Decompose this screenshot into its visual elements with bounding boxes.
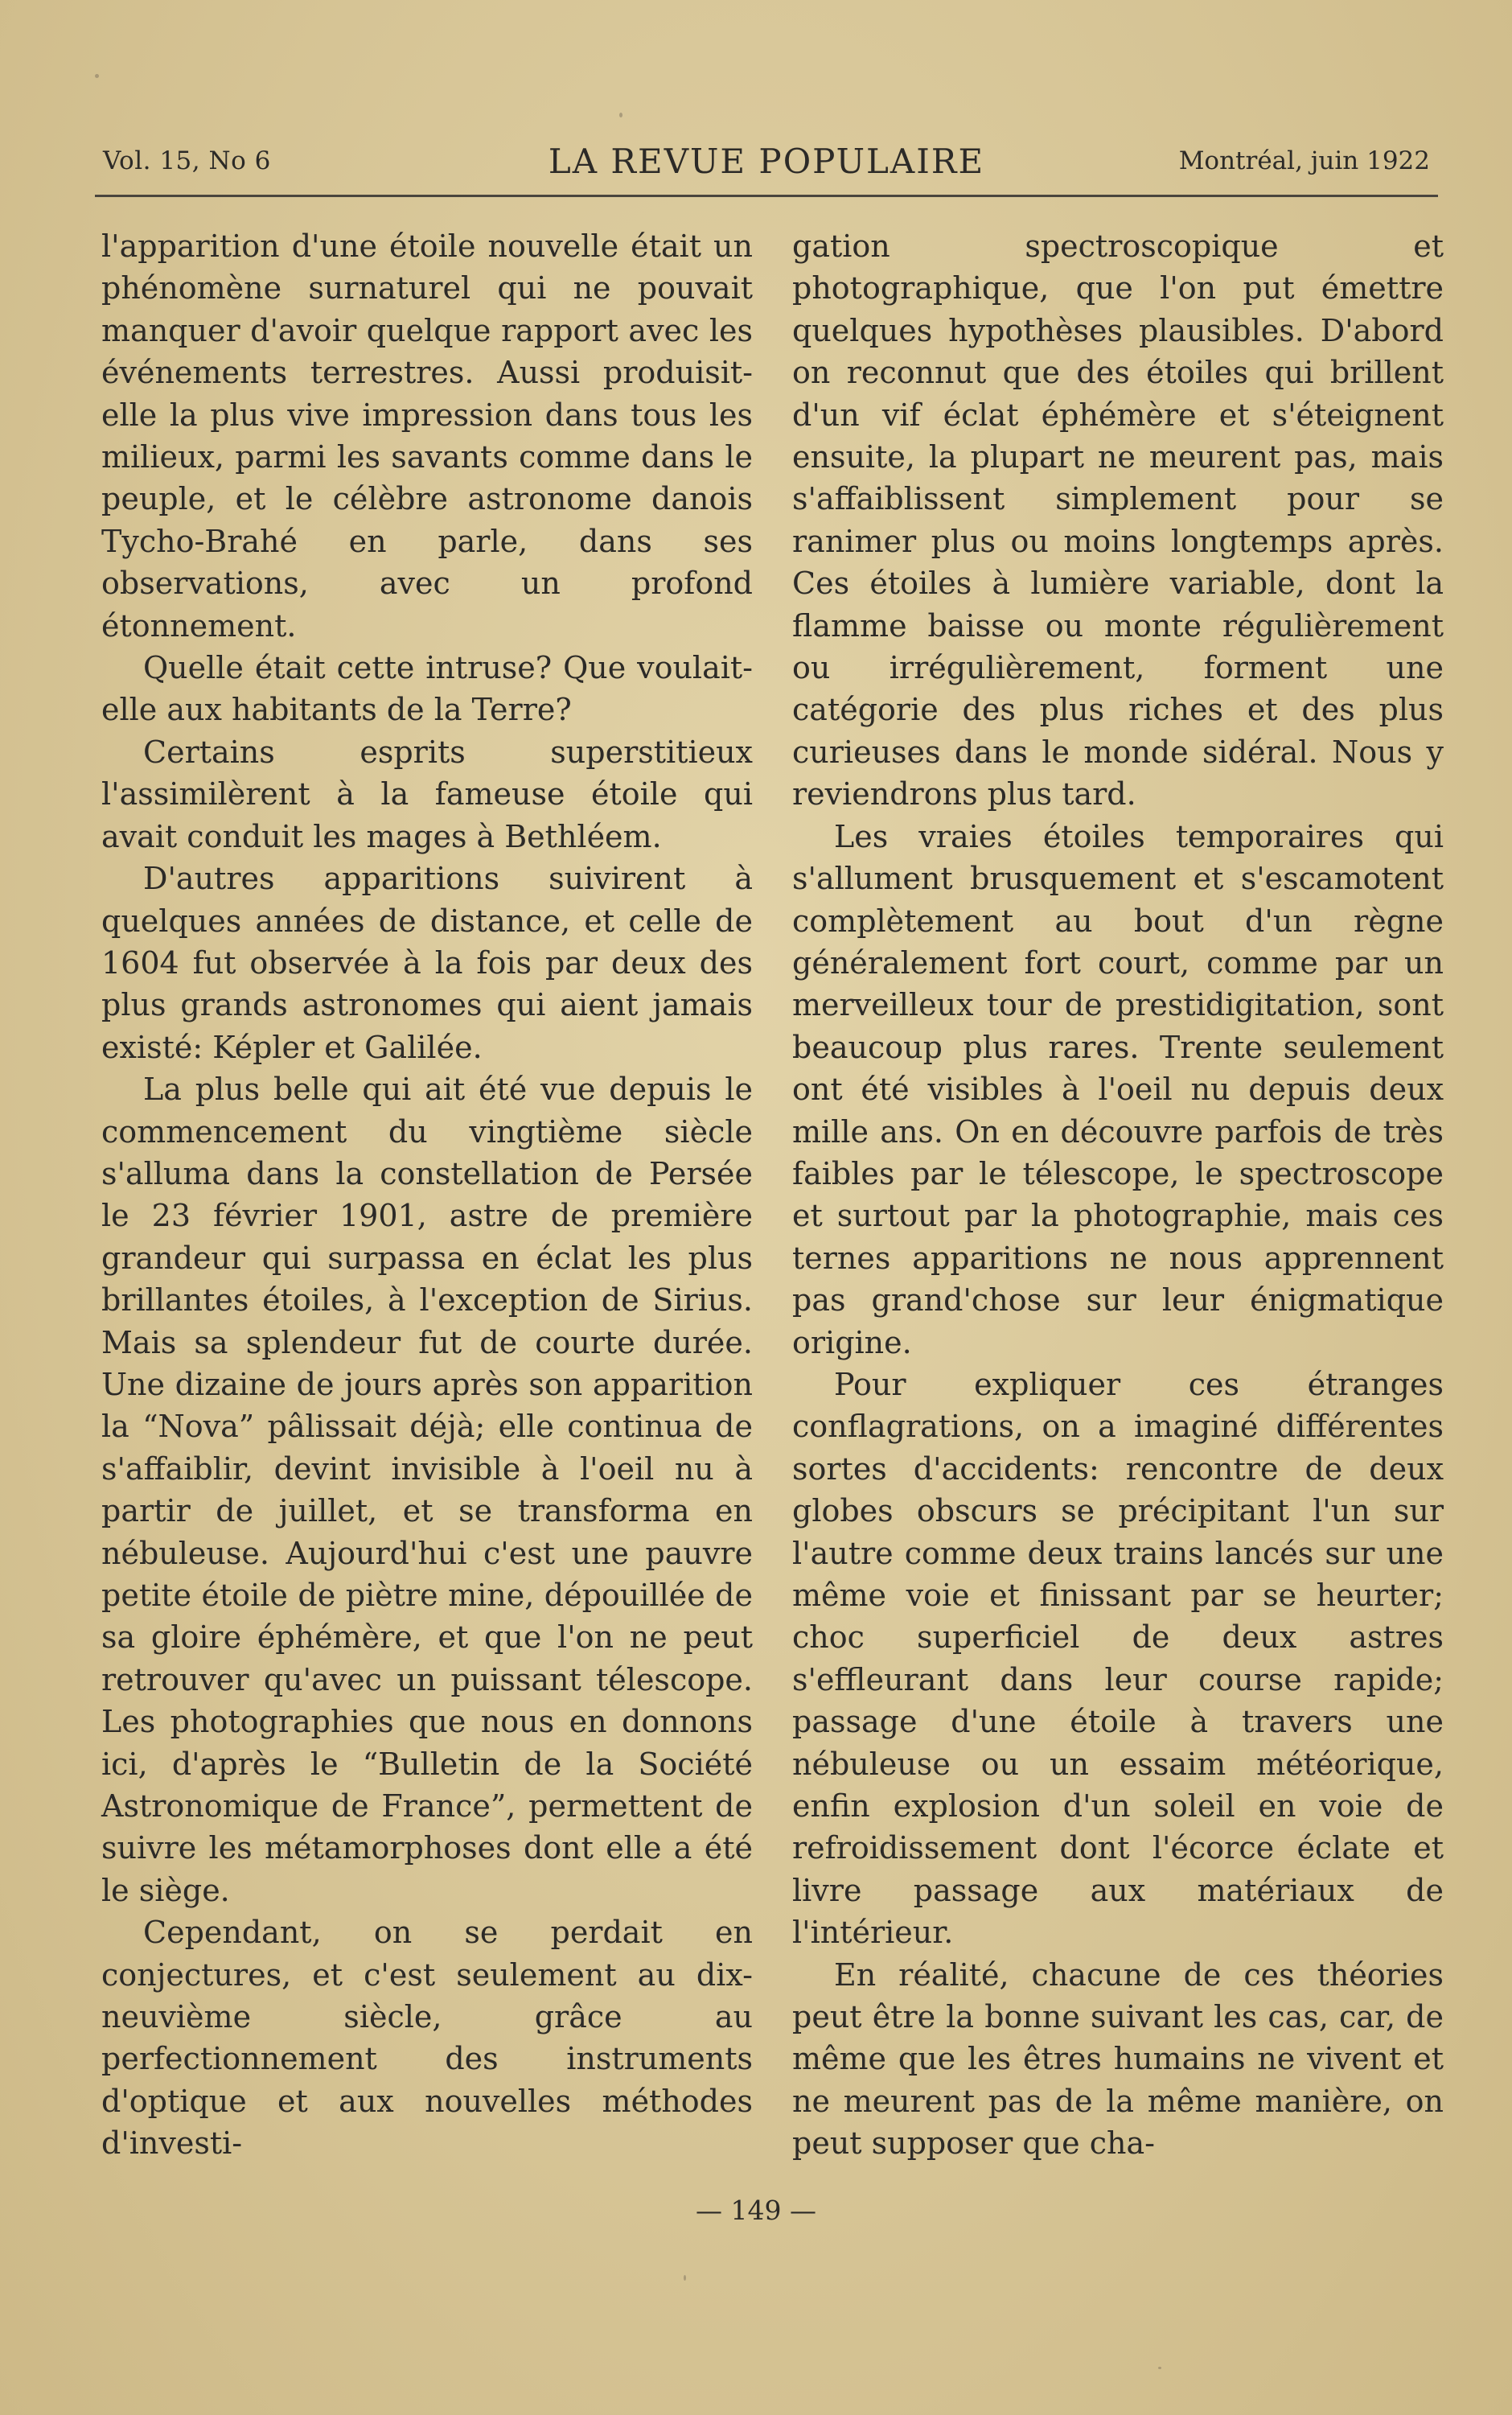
header-rule — [95, 195, 1438, 197]
paragraph: Les vraies étoiles temporaires qui s'allument brusquement et s'escamotent complètement au bout d'un règne généralement fort court, comme par un merveilleux tour de prestidigitation, sont beaucoup plus rares. Trente seulement ont été visibles à l'oeil nu depuis deux mille ans. On en découvre parfois de très faibles par le télescope, le spectroscope et surtout par la photographie, mais ces ternes apparitions ne nous apprennent pas grand'chose sur leur énigmatique origine. — [792, 818, 1444, 1360]
right-column — [792, 225, 1444, 2165]
volume-number: Vol. 15, No 6 — [103, 146, 271, 175]
left-column — [101, 225, 753, 2165]
running-header — [95, 135, 1438, 200]
paragraph: Cependant, on se perdait en conjectures, et c'est seulement au dix-neuvième siècle, grâce au perfectionnement des instruments d'optique et aux nouvelles méthodes d'investi- — [101, 1915, 753, 2162]
paragraph: Pour expliquer ces étranges conflagrations, on a imaginé différentes sortes d'accidents: rencontre de deux globes obscurs se précipitant l'un sur l'autre comme deux trains lancés sur une même voie et finissant par se heurter; choc superficiel de deux astres s'effleurant dans leur course rapide; passage d'une étoile à travers une nébuleuse ou un essaim météorique, enfin explosion d'un soleil en voie de refroidissement dont l'écorce éclate et livre passage aux matériaux de l'intérieur. — [792, 1366, 1444, 1951]
journal-title: LA REVUE POPULAIRE — [548, 142, 985, 181]
paper-speck — [95, 74, 99, 78]
paragraph: Certains esprits superstitieux l'assimilèrent à la fameuse étoile qui avait conduit les mages à Bethléem. — [101, 734, 753, 854]
place-date: Montréal, juin 1922 — [1178, 146, 1430, 175]
paragraph: Quelle était cette intruse? Que voulait-elle aux habitants de la Terre? — [101, 650, 753, 728]
paragraph: En réalité, chacune de ces théories peut être la bonne suivant les cas, car, de même que les êtres humains ne vivent et ne meurent pas de la même manière, on peut supposer que cha- — [792, 1956, 1444, 2162]
paragraph: D'autres apparitions suivirent à quelques années de distance, et celle de 1604 fut observée à la fois par deux des plus grands astronomes qui aient jamais existé: Képler et Galilée. — [101, 861, 753, 1065]
paper-speck — [1158, 2367, 1161, 2369]
paper-speck — [684, 2275, 686, 2281]
paragraph: gation spectroscopique et photographique, que l'on put émettre quelques hypothèses plausibles. D'abord on reconnut que des étoiles qui brillent d'un vif éclat éphémère et s'éteignent ensuite, la plupart ne meurent pas, mais s'affaiblissent simplement pour se ranimer plus ou moins longtemps après. Ces étoiles à lumière variable, dont la flamme baisse ou monte régulièrement ou irrégulièrement, forment une catégorie des plus riches et des plus curieuses dans le monde sidéral. Nous y reviendrons plus tard. — [792, 228, 1444, 813]
paragraph: La plus belle qui ait été vue depuis le commencement du vingtième siècle s'alluma dans la constellation de Persée le 23 février 1901, astre de première grandeur qui surpassa en éclat les plus brillantes étoiles, à l'exception de Sirius. Mais sa splendeur fut de courte durée. Une dizaine de jours après son apparition la “Nova” pâlissait déjà; elle continua de s'affaiblir, devint invisible à l'oeil nu à partir de juillet, et se transforma en nébuleuse. Aujourd'hui c'est une pauvre petite étoile de piètre mine, dépouillée de sa gloire éphémère, et que l'on ne peut retrouver qu'avec un puissant télescope. Les photographies que nous en donnons ici, d'après le “Bulletin de la Société Astronomique de France”, permettent de suivre les métamorphoses dont elle a été le siège. — [101, 1072, 753, 1908]
page-number: — 149 — — [696, 2195, 816, 2226]
paragraph: l'apparition d'une étoile nouvelle était un phénomène surnaturel qui ne pouvait manquer d'avoir quelque rapport avec les événements terrestres. Aussi produisit-elle la plus vive impression dans tous les milieux, parmi les savants comme dans le peuple, et le célèbre astronome danois Tycho-Brahé en parle, dans ses observations, avec un profond étonnement. — [101, 228, 753, 644]
paper-speck — [619, 113, 622, 117]
